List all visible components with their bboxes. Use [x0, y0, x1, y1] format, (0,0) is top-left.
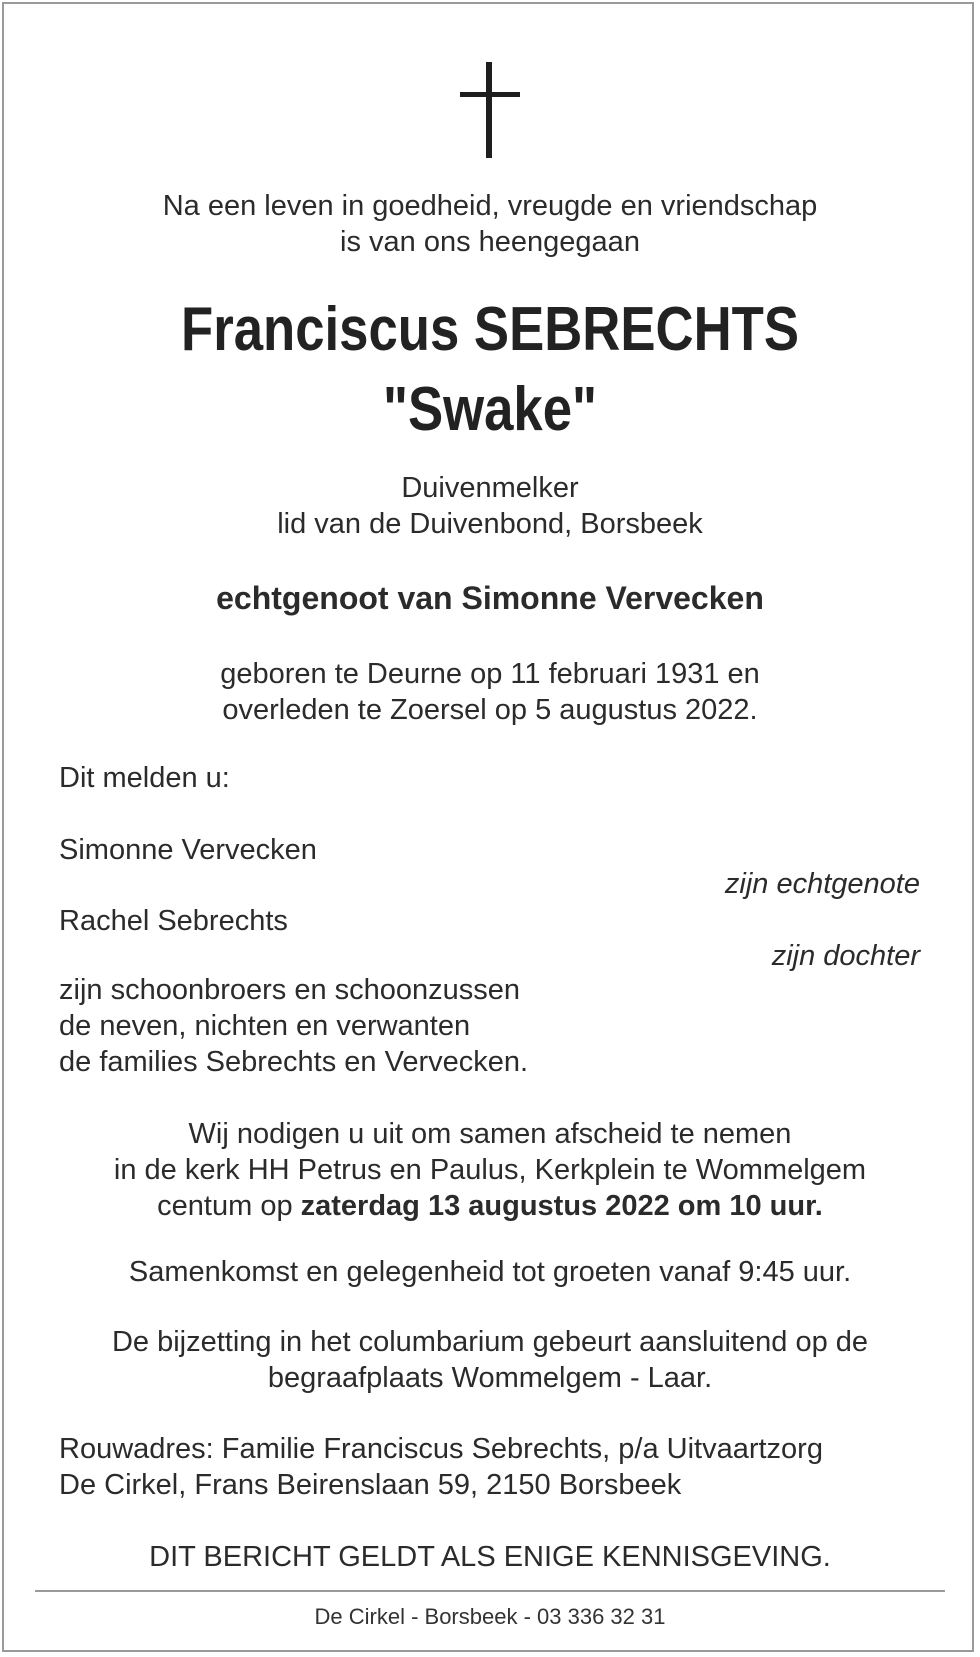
family-line: zijn schoonbroers en schoonzussen — [59, 974, 521, 1006]
deceased-name: Franciscus SEBRECHTS — [181, 295, 799, 364]
invitation-line-3 — [0, 1188, 980, 1224]
address-line-1: Rouwadres: Familie Franciscus Sebrechts, p/a Uitvaartzorg — [59, 1433, 823, 1465]
spouse-line: echtgenoot van Simonne Vervecken — [216, 580, 764, 616]
footer-text: De Cirkel - Borsbeek - 03 336 32 31 — [314, 1604, 666, 1629]
invitation-line-2: in de kerk HH Petrus en Paulus, Kerkplein te Wommelgem — [113, 1154, 867, 1186]
announcer-relation: zijn echtgenote — [724, 868, 920, 900]
role-line-1: Duivenmelker — [401, 472, 579, 504]
announcer-name: Rachel Sebrechts — [59, 905, 288, 937]
death-line: overleden te Zoersel op 5 augustus 2022. — [222, 694, 758, 726]
birth-line: geboren te Deurne op 11 februari 1931 en — [220, 658, 760, 690]
family-line: de neven, nichten en verwanten — [59, 1010, 471, 1042]
footer-divider — [35, 1590, 945, 1592]
announcers-heading: Dit melden u: — [59, 762, 230, 794]
intro-line-1: Na een leven in goedheid, vreugde en vriendschap — [162, 190, 818, 222]
invitation-line-1: Wij nodigen u uit om samen afscheid te nemen — [188, 1118, 792, 1150]
interment-line-1: De bijzetting in het columbarium gebeurt aansluitend op de — [111, 1326, 869, 1358]
invitation-prefix: centum op — [157, 1190, 301, 1222]
address-line-2: De Cirkel, Frans Beirenslaan 59, 2150 Borsbeek — [59, 1469, 682, 1501]
announcer-name: Simonne Vervecken — [59, 834, 317, 866]
interment-line-2: begraafplaats Wommelgem - Laar. — [267, 1362, 713, 1394]
interment-text — [0, 1324, 980, 1396]
roles-text — [0, 470, 980, 542]
gathering-text: Samenkomst en gelegenheid tot groeten vanaf 9:45 uur. — [128, 1256, 852, 1288]
mourning-address — [59, 1431, 823, 1503]
deceased-nickname: "Swake" — [382, 375, 598, 444]
dates-text — [0, 656, 980, 728]
ceremony-datetime: zaterdag 13 augustus 2022 om 10 uur. — [300, 1190, 823, 1222]
announcer-relation: zijn dochter — [771, 940, 920, 972]
notice-text: DIT BERICHT GELDT ALS ENIGE KENNISGEVING. — [149, 1541, 831, 1573]
intro-line-2: is van ons heengegaan — [340, 226, 640, 258]
family-list — [59, 972, 528, 1080]
family-line: de families Sebrechts en Vervecken. — [59, 1046, 529, 1078]
deceased-name-block — [74, 290, 907, 450]
invitation-text — [0, 1116, 980, 1224]
role-line-2: lid van de Duivenbond, Borsbeek — [277, 508, 703, 540]
intro-text — [0, 188, 980, 260]
